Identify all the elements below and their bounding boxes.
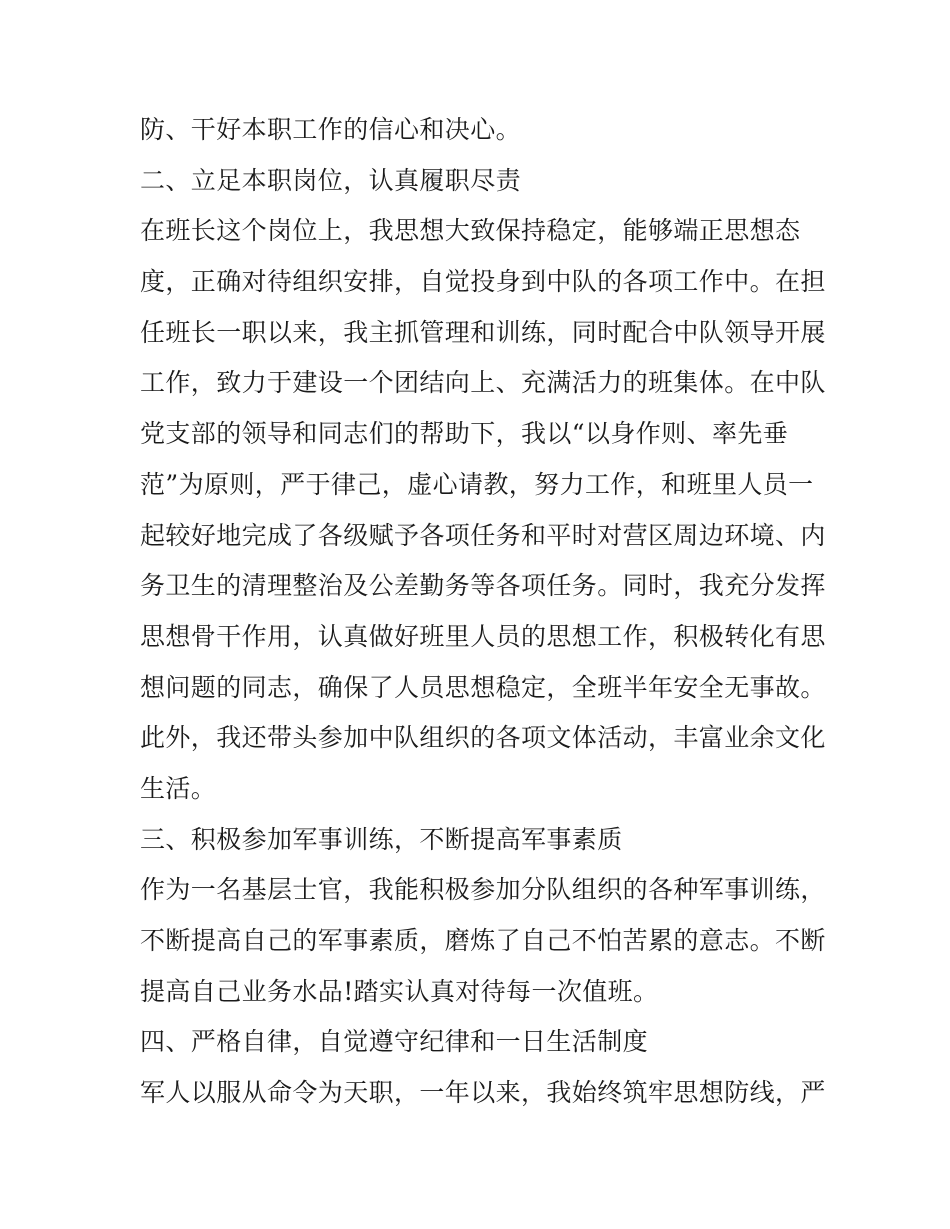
paragraph-line: 作为一名基层士官，我能积极参加分队组织的各种军事训练， xyxy=(140,875,826,905)
paragraph-line: 工作，致力于建设一个团结向上、充满活力的班集体。在中队 xyxy=(140,368,826,398)
paragraph-line: 提高自己业务水品!踏实认真对待每一次值班。 xyxy=(140,976,659,1006)
paragraph-line: 任班长一职以来，我主抓管理和训练，同时配合中队领导开展 xyxy=(140,317,826,347)
section-heading-2: 二、立足本职岗位，认真履职尽责 xyxy=(140,165,522,195)
paragraph-line: 思想骨干作用，认真做好班里人员的思想工作，积极转化有思 xyxy=(140,621,826,651)
paragraph-line: 军人以服从命令为天职，一年以来，我始终筑牢思想防线，严 xyxy=(140,1078,826,1108)
paragraph-line: 不断提高自己的军事素质，磨炼了自己不怕苦累的意志。不断 xyxy=(140,926,826,955)
paragraph-line: 起较好地完成了各级赋予各项任务和平时对营区周边环境、内 xyxy=(140,520,826,550)
text-line-continuation: 防、干好本职工作的信心和决心。 xyxy=(140,115,522,144)
section-heading-3: 三、积极参加军事训练，不断提高军事素质 xyxy=(140,824,623,854)
paragraph-line: 在班长这个岗位上，我思想大致保持稳定，能够端正思想态 xyxy=(140,216,801,246)
paragraph-line: 想问题的同志，确保了人员思想稳定，全班半年安全无事故。 xyxy=(140,672,826,702)
paragraph-line: 度，正确对待组织安排，自觉投身到中队的各项工作中。在担 xyxy=(140,267,826,297)
paragraph-line: 范”为原则，严于律己，虚心请教，努力工作，和班里人员一 xyxy=(140,469,814,499)
section-heading-4: 四、严格自律，自觉遵守纪律和一日生活制度 xyxy=(140,1027,649,1057)
paragraph-line: 此外，我还带头参加中队组织的各项文体活动，丰富业余文化 xyxy=(140,723,826,753)
paragraph-line: 党支部的领导和同志们的帮助下，我以“以身作则、率先垂 xyxy=(140,419,789,449)
paragraph-line: 务卫生的清理整治及公差勤务等各项任务。同时，我充分发挥 xyxy=(140,571,826,601)
paragraph-line: 生活。 xyxy=(140,773,217,803)
document-body xyxy=(140,105,826,1119)
